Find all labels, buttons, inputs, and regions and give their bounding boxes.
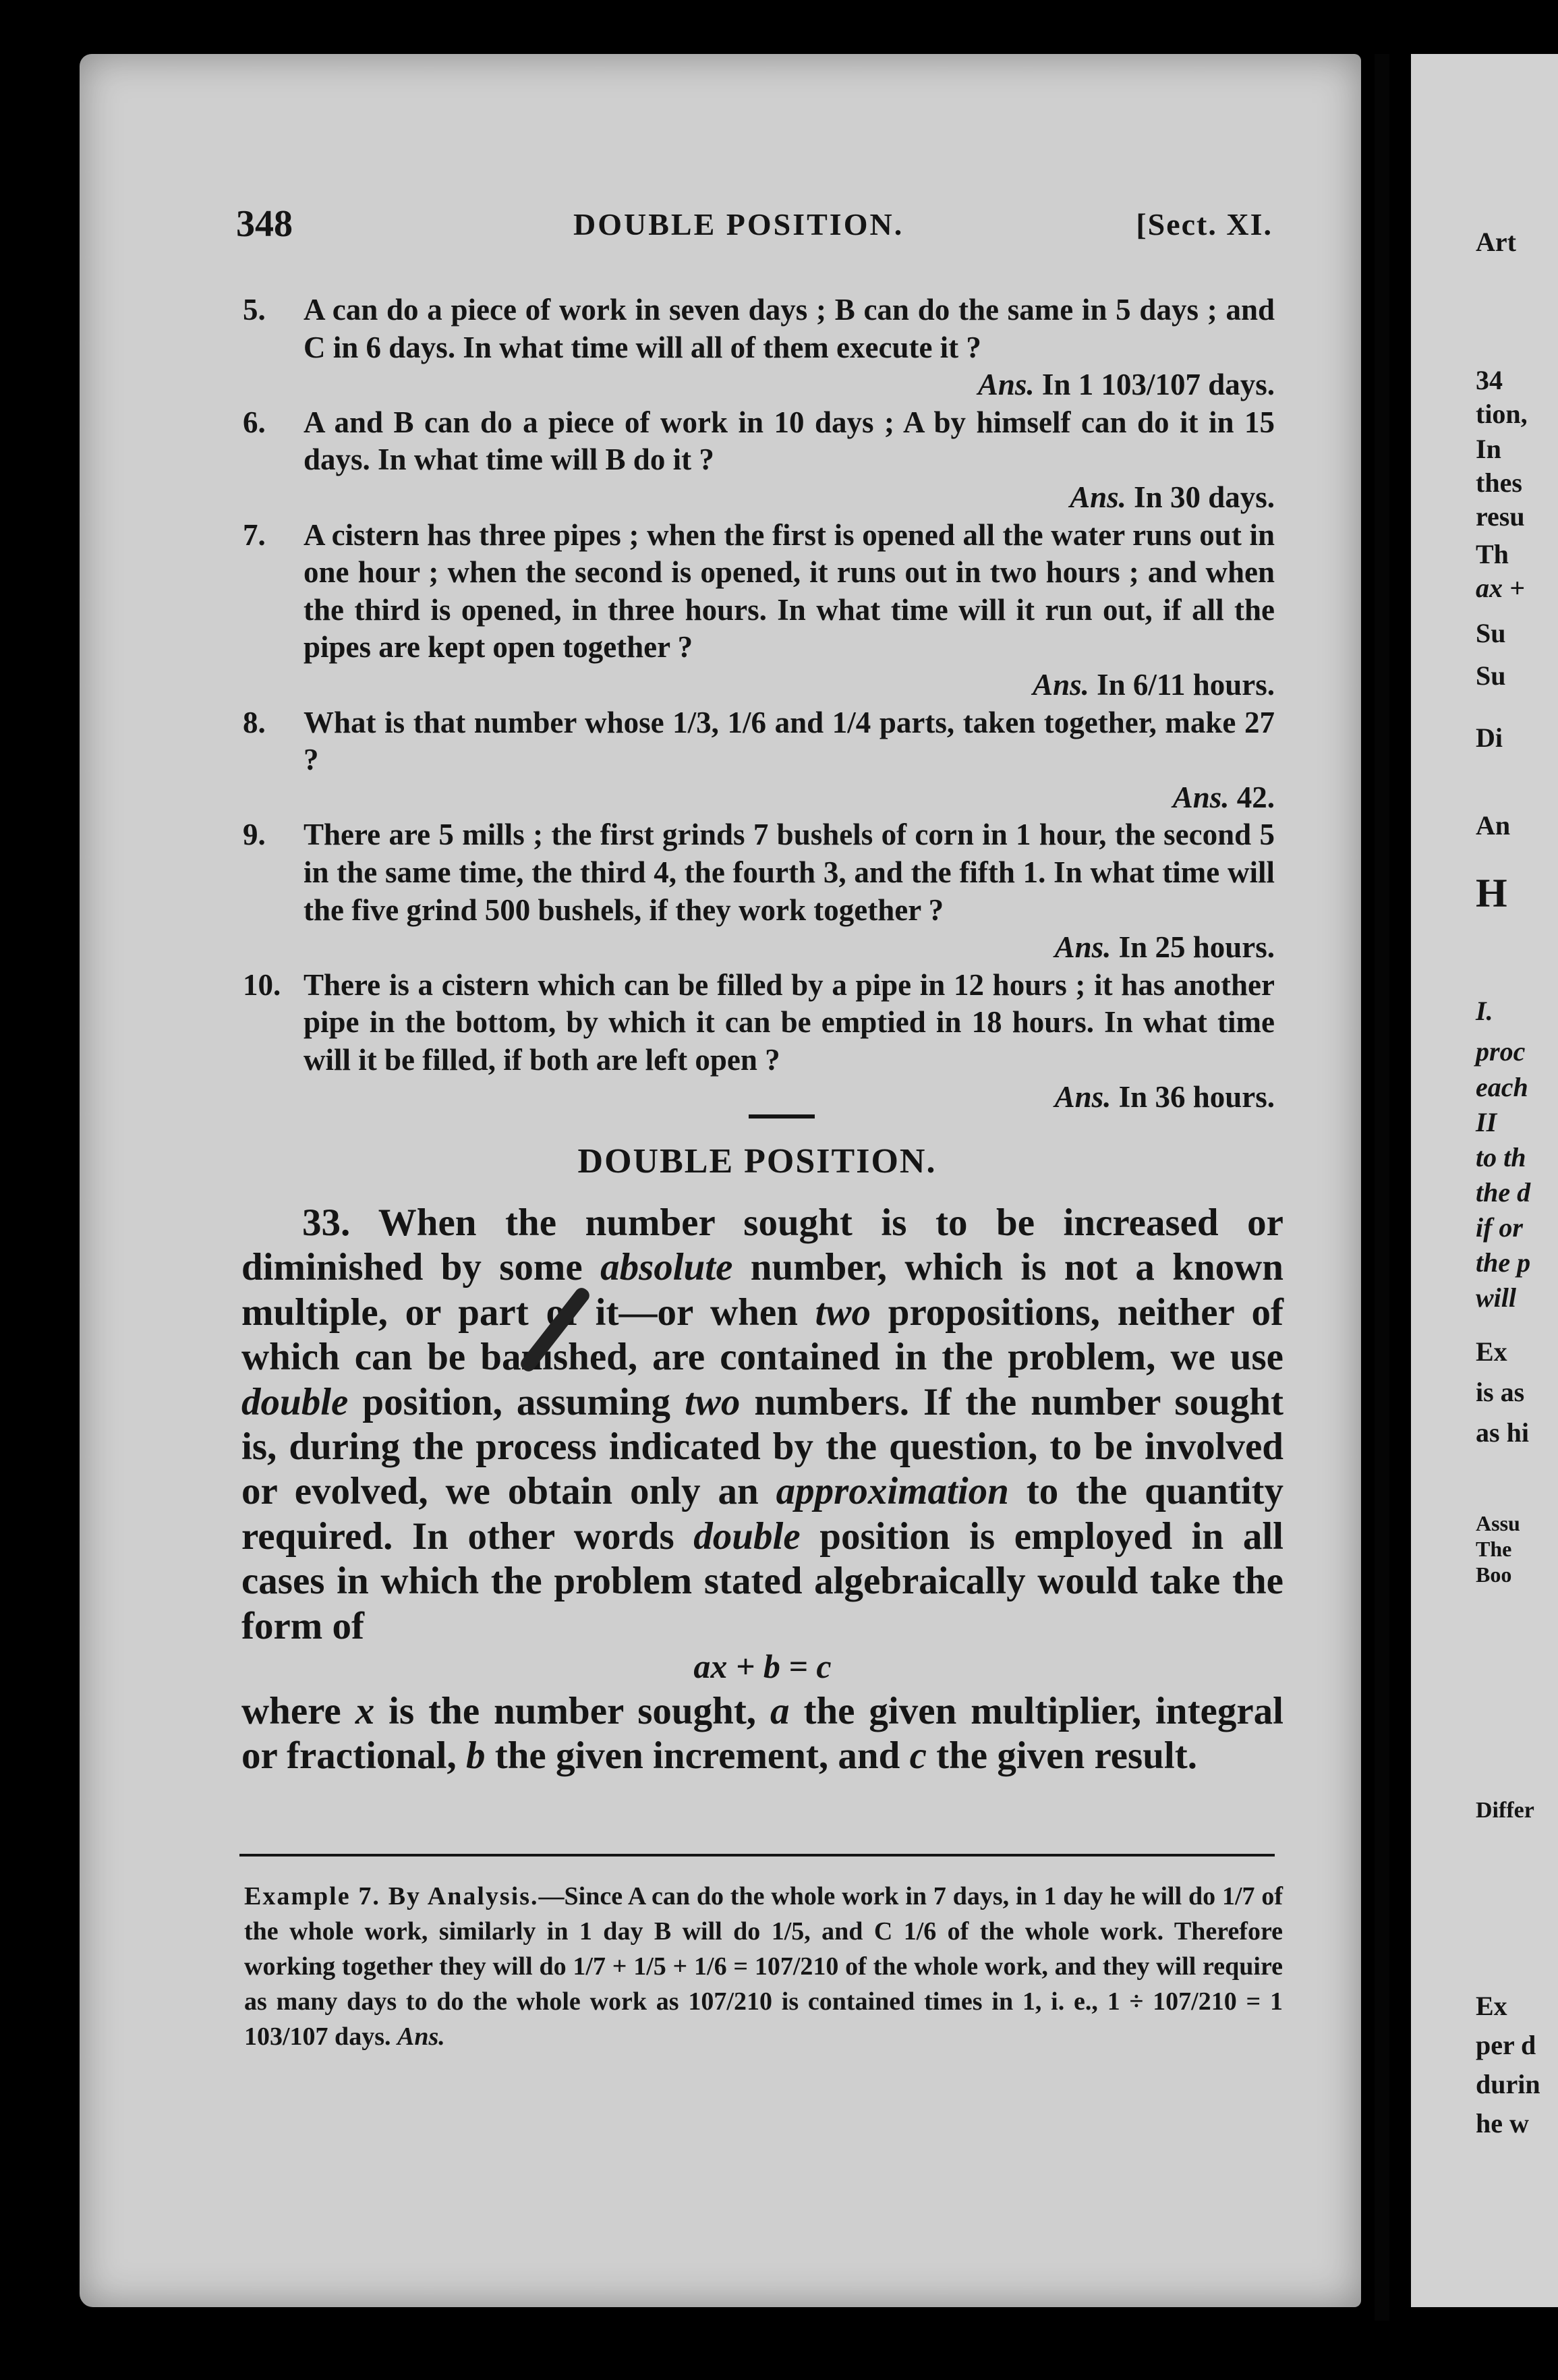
next-page-text: Su	[1476, 660, 1506, 691]
footnote-rule	[239, 1854, 1275, 1857]
answer-value: 42.	[1236, 780, 1275, 814]
paragraph-text: the given increment, and	[494, 1734, 900, 1778]
next-page-text: durin	[1476, 2069, 1540, 2099]
paragraph-text: the given result.	[936, 1734, 1197, 1778]
next-page-text: The	[1476, 1537, 1512, 1561]
exercise-answer	[304, 779, 1275, 817]
exercise-answer	[304, 1079, 1275, 1116]
article-number: 33.	[302, 1201, 351, 1244]
emphasis-text: two	[815, 1291, 871, 1334]
next-page-text: each	[1476, 1072, 1528, 1102]
next-page-text: Art	[1476, 227, 1516, 257]
exercise-number: 9.	[243, 818, 266, 852]
next-page-text: to th	[1476, 1142, 1526, 1172]
answer-label: Ans.	[1070, 480, 1126, 514]
next-page-text: Assu	[1476, 1511, 1520, 1535]
emphasis-text: approximation	[776, 1470, 1009, 1513]
next-page-text: ax +	[1476, 573, 1525, 603]
exercise-number: 10.	[243, 967, 281, 1002]
next-page-text: resu	[1476, 501, 1525, 532]
next-page-text: Ex	[1476, 1336, 1507, 1367]
next-page-text: per d	[1476, 2030, 1536, 2060]
footnote-answer: Ans.	[397, 2022, 445, 2051]
exercise-number: 7.	[243, 517, 266, 552]
section-marker: [Sect. XI.	[1136, 207, 1273, 242]
exercise-number: 6.	[243, 405, 266, 439]
next-page-text: II	[1476, 1107, 1497, 1137]
exercise-text: There are 5 mills ; the first grinds 7 bushels of corn in 1 hour, the second 5 in the same time, the third 4, the fourth 3, and the fifth 1. In what time will the five grind 500 bushels, if they work together ?	[304, 818, 1275, 927]
next-page-text: Di	[1476, 722, 1503, 753]
paragraph-text: to the quantity required. In other words	[241, 1470, 1284, 1558]
exercise-item	[243, 517, 1275, 704]
exercise-answer	[304, 929, 1275, 967]
paragraph-text: When the number sought is to be increased or diminished by some	[241, 1201, 1283, 1289]
exercise-item	[243, 291, 1275, 404]
next-page-text: H	[1476, 871, 1507, 915]
formula: ax + b = c	[693, 1647, 832, 1686]
paragraph-text: position, assuming	[362, 1380, 670, 1423]
paragraph-text: propositions, neither of which can be banished, are contained in the problem, we use	[241, 1291, 1284, 1379]
answer-label: Ans.	[1033, 667, 1089, 702]
next-page-text: as hi	[1476, 1417, 1529, 1448]
page-number: 348	[236, 203, 293, 245]
next-page-text: tion,	[1476, 399, 1528, 429]
paragraph-text: where	[241, 1690, 341, 1733]
exercise-text: What is that number whose 1/3, 1/6 and 1/4 parts, taken together, make 27 ?	[304, 705, 1275, 777]
emphasis-text: double	[693, 1514, 801, 1558]
next-page-text: thes	[1476, 468, 1522, 498]
next-page-text: Differ	[1476, 1798, 1534, 1823]
section-heading: DOUBLE POSITION.	[577, 1142, 937, 1181]
exercise-item	[243, 704, 1275, 817]
answer-label: Ans.	[977, 368, 1035, 402]
exercise-list	[243, 291, 1275, 1116]
paragraph-text: numbers. If the number sought is, during the process indicated by the question, to be involved or evolved, we obtain only an	[241, 1380, 1283, 1513]
page-gutter	[1375, 54, 1389, 2321]
variable: x	[355, 1690, 375, 1733]
exercise-number: 8.	[243, 705, 266, 739]
exercise-item	[243, 816, 1275, 966]
answer-value: In 6/11 hours.	[1097, 667, 1275, 702]
next-page-text: if or	[1476, 1212, 1523, 1243]
answer-value: In 36 hours.	[1118, 1080, 1275, 1114]
exercise-text: A and B can do a piece of work in 10 days ; A by himself can do it in 15 days. In what time will B do it ?	[304, 405, 1275, 477]
footnote-text: —Since A can do the whole work in 7 days, in 1 day he will do 1/7 of the whole work, similarly in 1 day B will do 1/5, and C 1/6 of the whole work. Therefore working together they will do 1/7 + 1/5 + 1/6 = 107/210 of the whole work, and they will require as many days to do the whole work as 107/210 is contained times in 1, i. e., 1 ÷ 107/210 = 1 103/107 days.	[244, 1882, 1283, 2051]
paragraph-text: position is employed in all cases in which the problem stated algebraically would take the form of	[241, 1514, 1283, 1647]
exercise-answer	[304, 479, 1275, 517]
exercise-item	[243, 967, 1275, 1116]
next-page-text: the d	[1476, 1177, 1531, 1208]
next-page-text: Th	[1476, 539, 1509, 569]
answer-label: Ans.	[1172, 780, 1230, 814]
next-page-text: Su	[1476, 618, 1506, 648]
adjacent-page-edge	[1411, 54, 1558, 2307]
exercise-text: A can do a piece of work in seven days ; B can do the same in 5 days ; and C in 6 days. In what time will all of them execute it ?	[304, 293, 1275, 364]
next-page-text: will	[1476, 1282, 1517, 1313]
emphasis-text: double	[241, 1380, 349, 1423]
paragraph-text: is the number sought,	[388, 1690, 757, 1733]
variable: c	[909, 1734, 927, 1778]
running-title: DOUBLE POSITION.	[573, 207, 904, 242]
exercise-answer	[304, 667, 1275, 704]
exercise-number: 5.	[243, 293, 266, 327]
answer-label: Ans.	[1054, 930, 1112, 965]
next-page-text: proc	[1476, 1036, 1526, 1067]
answer-value: In 30 days.	[1134, 480, 1275, 514]
footnote	[244, 1879, 1283, 2054]
emphasis-text: absolute	[600, 1246, 733, 1289]
variable: a	[770, 1690, 790, 1733]
paragraph-text: number, which is not a known multiple, or part of it—or when	[241, 1246, 1284, 1334]
next-page-text: In	[1476, 434, 1501, 464]
section-divider-rule	[749, 1114, 815, 1118]
article-33-paragraph	[241, 1201, 1283, 1779]
next-page-text: An	[1476, 810, 1511, 841]
next-page-text: I.	[1476, 996, 1493, 1026]
next-page-text: the p	[1476, 1247, 1531, 1278]
next-page-text: Ex	[1476, 1991, 1507, 2021]
next-page-text: Boo	[1476, 1562, 1512, 1587]
exercise-answer	[304, 366, 1275, 404]
next-page-text: he w	[1476, 2108, 1529, 2138]
emphasis-text: two	[685, 1380, 741, 1423]
exercise-text: A cistern has three pipes ; when the first is opened all the water runs out in one hour ; when the second is opened, it runs out in two hours ; and when the third is opened, in three hours. In what time will it run out, if all the pipes are kept open together ?	[304, 517, 1275, 664]
next-page-text: 34	[1476, 365, 1503, 395]
answer-value: In 1 103/107 days.	[1041, 368, 1275, 402]
variable: b	[465, 1734, 486, 1778]
exercise-item	[243, 404, 1275, 517]
next-page-text: is as	[1476, 1377, 1525, 1407]
paragraph-text: the given multiplier, integral or fractional,	[241, 1690, 1283, 1778]
answer-value: In 25 hours.	[1118, 930, 1275, 965]
footnote-lead: Example 7. By Analysis.	[244, 1882, 539, 1910]
running-header	[236, 202, 1278, 250]
answer-label: Ans.	[1054, 1080, 1112, 1114]
exercise-text: There is a cistern which can be filled by a pipe in 12 hours ; it has another pipe in the bottom, by which it can be emptied in 18 hours. In what time will it be filled, if both are left open ?	[304, 967, 1275, 1077]
